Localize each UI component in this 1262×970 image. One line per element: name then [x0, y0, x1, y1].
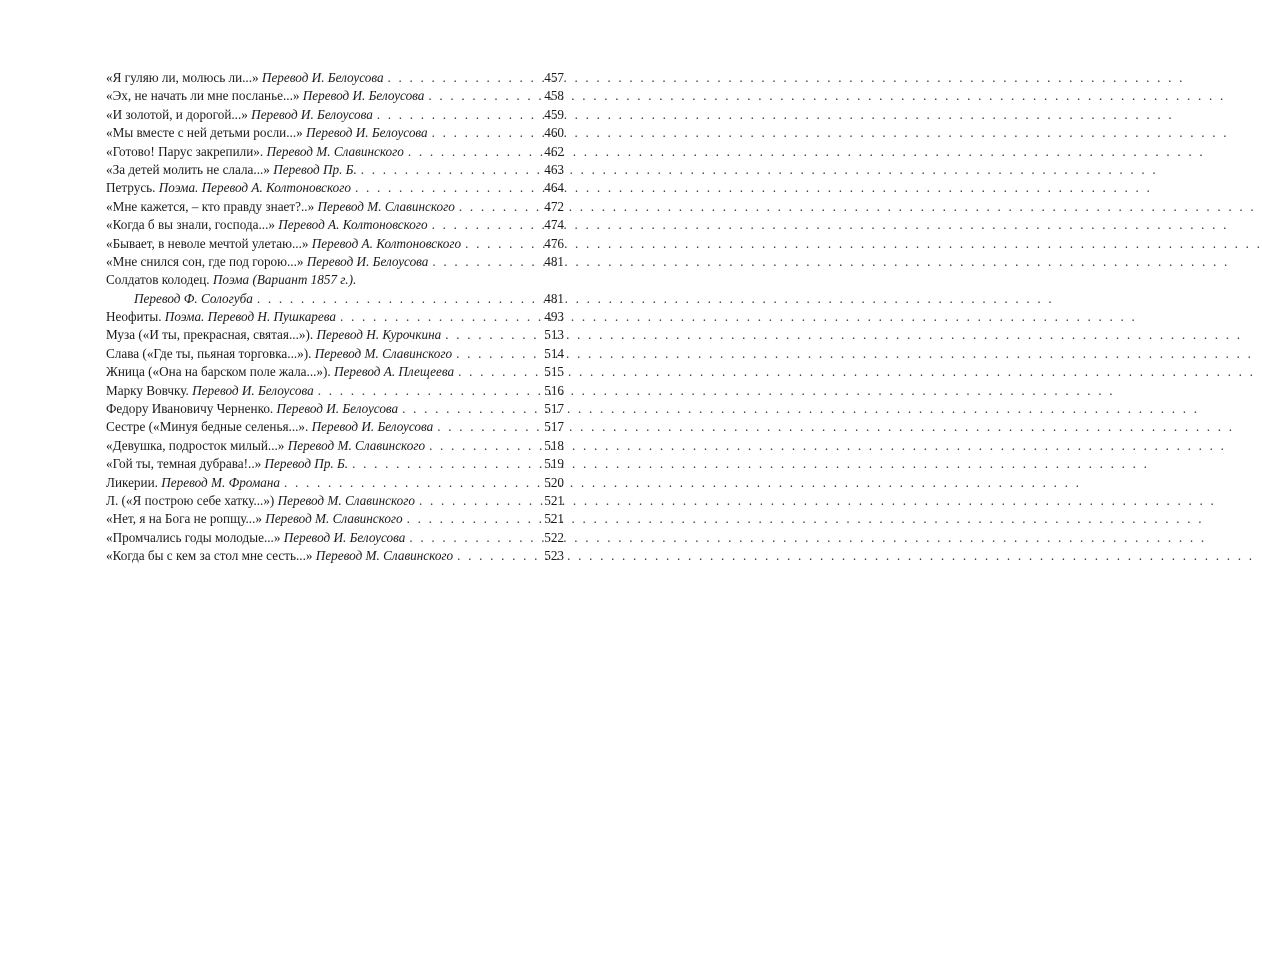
- dot-leader: [428, 87, 534, 105]
- page-number: 460: [544, 125, 564, 141]
- entry-title: Жница («Она на барском поле жала...»).: [106, 364, 331, 380]
- dot-leader: [284, 474, 534, 492]
- toc-row: [106, 235, 564, 253]
- toc-row: [106, 308, 564, 326]
- dot-leader: [432, 216, 534, 234]
- page-number: 521: [544, 492, 564, 508]
- page-number: 493: [544, 309, 564, 325]
- page-number: 522: [544, 529, 564, 545]
- page-number: 517: [544, 419, 564, 435]
- toc-row: [106, 198, 564, 216]
- dot-leader: [459, 198, 534, 216]
- page-number: 517: [544, 401, 564, 417]
- toc-row: [106, 253, 564, 271]
- dot-leader: [457, 547, 534, 565]
- toc-row: [106, 400, 564, 418]
- entry-note: Перевод И. Белоусова: [311, 419, 434, 435]
- entry-note: Перевод М. Славинского: [277, 492, 415, 508]
- page-number: 458: [544, 88, 564, 104]
- dot-leader: [388, 69, 534, 87]
- entry-note: Перевод И. Белоусова: [261, 70, 384, 85]
- entry-title: «Промчались годы молодые...»: [106, 529, 281, 545]
- toc-row: [106, 474, 564, 492]
- entry-title: Федору Ивановичу Черненко.: [106, 401, 274, 417]
- toc-row: [106, 492, 564, 510]
- dot-leader: [407, 510, 534, 528]
- page-number: 513: [544, 327, 564, 343]
- toc-row: [106, 106, 564, 124]
- page-number: 521: [544, 511, 564, 527]
- toc-row: [106, 87, 564, 105]
- entry-note: Перевод И. Белоусова: [251, 106, 373, 122]
- entry-title: «Бывает, в неволе мечтой улетаю...»: [106, 235, 309, 251]
- entry-note: Перевод Н. Курочкина: [316, 327, 442, 343]
- toc-row: [106, 216, 564, 234]
- dot-leader: [355, 179, 534, 197]
- entry-note: Перевод А. Колтоновского: [278, 217, 428, 233]
- page-number: 464: [544, 180, 564, 196]
- dot-leader: [377, 106, 534, 124]
- entry-title: «Эх, не начать ли мне посланье...»: [106, 88, 300, 104]
- entry-note: Перевод Пр. Б.: [264, 456, 349, 472]
- dot-leader: [432, 124, 534, 142]
- toc-row: [106, 290, 564, 308]
- entry-note: Перевод М. Славинского: [266, 143, 404, 159]
- dot-leader: [352, 455, 534, 473]
- entry-note: Перевод И. Белоусова: [302, 88, 425, 104]
- entry-title: «Гой ты, темная дубрава!..»: [106, 456, 262, 472]
- page-number: 481: [544, 290, 564, 306]
- dot-leader: [257, 290, 534, 308]
- entry-title: Неофиты.: [106, 309, 162, 325]
- toc-row: [106, 437, 564, 455]
- entry-note: Поэма (Вариант 1857 г.).: [212, 272, 357, 288]
- entry-title: «Я гуляю ли, молюсь ли...»: [106, 70, 259, 85]
- toc-row: [106, 529, 564, 547]
- entry-note: Перевод Ф. Сологуба: [134, 290, 253, 306]
- entry-note: Перевод Пр. Б.: [273, 161, 357, 177]
- dot-leader: [409, 529, 534, 547]
- toc-row: [106, 124, 564, 142]
- dot-leader: [432, 253, 534, 271]
- entry-note: Перевод И. Белоусова: [306, 125, 428, 141]
- dot-leader: [419, 492, 534, 510]
- dot-leader: [340, 308, 534, 326]
- entry-title: Л. («Я построю себе хатку...»): [106, 492, 275, 508]
- entry-title: Слава («Где ты, пьяная торговка...»).: [106, 345, 312, 361]
- page-number: 481: [544, 253, 564, 269]
- dot-leader: [318, 382, 534, 400]
- toc-row: [106, 547, 564, 565]
- entry-title: «Готово! Парус закрепили».: [106, 143, 264, 159]
- toc-row: [106, 382, 564, 400]
- dot-leader: [402, 400, 534, 418]
- entry-title: Петрусь.: [106, 180, 156, 196]
- entry-title: «И золотой, и дорогой...»: [106, 106, 248, 122]
- entry-note: Перевод М. Фромана: [161, 474, 281, 490]
- toc-row: [106, 418, 564, 436]
- toc-row: [106, 143, 564, 161]
- page-number: 474: [544, 217, 564, 233]
- page-number: 459: [544, 106, 564, 122]
- entry-title: Ликерии.: [106, 474, 158, 490]
- dot-leader: [429, 437, 534, 455]
- page-number: 472: [544, 198, 564, 214]
- entry-note: Перевод И. Белоусова: [192, 382, 314, 398]
- page-number: 457: [544, 70, 564, 85]
- entry-note: Перевод И. Белоусова: [276, 401, 399, 417]
- entry-note: Перевод М. Славинского: [314, 345, 453, 361]
- entry-title: «Мне снился сон, где под горою...»: [106, 253, 304, 269]
- entry-title: Сестре («Минуя бедные селенья...».: [106, 419, 309, 435]
- toc-row: [106, 510, 564, 528]
- toc-row: [106, 326, 564, 344]
- entry-note: Перевод А. Плещеева: [334, 364, 455, 380]
- page-number: 523: [544, 548, 564, 564]
- page-number: 463: [544, 161, 564, 177]
- entry-note: Перевод М. Славинского: [287, 437, 426, 453]
- dot-leader: [437, 418, 534, 436]
- table-of-contents: [106, 69, 564, 566]
- toc-row: [106, 363, 564, 381]
- entry-note: Поэма. Перевод Н. Пушкарева: [164, 309, 336, 325]
- entry-title: Солдатов колодец.: [106, 272, 210, 288]
- entry-note: Перевод М. Славинского: [265, 511, 403, 527]
- entry-note: Перевод М. Славинского: [317, 198, 455, 214]
- page-number: 520: [544, 474, 564, 490]
- dot-leader: [408, 143, 534, 161]
- page-number: 518: [544, 437, 564, 453]
- toc-row: [106, 179, 564, 197]
- entry-title: Марку Вовчку.: [106, 382, 189, 398]
- dot-leader: [445, 326, 534, 344]
- entry-title: Муза («И ты, прекрасная, святая...»).: [106, 327, 314, 343]
- dot-leader: [458, 363, 534, 381]
- entry-title: «Когда бы с кем за стол мне сесть...»: [106, 548, 313, 564]
- entry-title: «Мы вместе с ней детьми росли...»: [106, 125, 303, 141]
- dot-leader: [361, 161, 534, 179]
- page-number: 514: [544, 345, 564, 361]
- entry-title: «За детей молить не слала...»: [106, 161, 270, 177]
- entry-title: «Нет, я на Бога не ропщу...»: [106, 511, 262, 527]
- toc-row: [106, 271, 564, 289]
- entry-title: «Девушка, подросток милый...»: [106, 437, 285, 453]
- entry-note: Перевод М. Славинского: [315, 548, 454, 564]
- page-number: 516: [544, 382, 564, 398]
- page-number: 476: [544, 235, 564, 251]
- entry-note: Перевод И. Белоусова: [283, 529, 406, 545]
- page-number: 515: [544, 364, 564, 380]
- entry-title: «Мне кажется, – кто правду знает?..»: [106, 198, 315, 214]
- page-number: 462: [544, 143, 564, 159]
- entry-title: «Когда б вы знали, господа...»: [106, 217, 275, 233]
- toc-row: [106, 345, 564, 363]
- toc-row: [106, 161, 564, 179]
- dot-leader: [465, 235, 534, 253]
- entry-note: Поэма. Перевод А. Колтоновского: [158, 180, 351, 196]
- toc-row: [106, 455, 564, 473]
- entry-note: Перевод А. Колтоновского: [311, 235, 462, 251]
- dot-leader: [456, 345, 534, 363]
- page-number: 519: [544, 456, 564, 472]
- toc-row: [106, 69, 564, 87]
- entry-note: Перевод И. Белоусова: [306, 253, 429, 269]
